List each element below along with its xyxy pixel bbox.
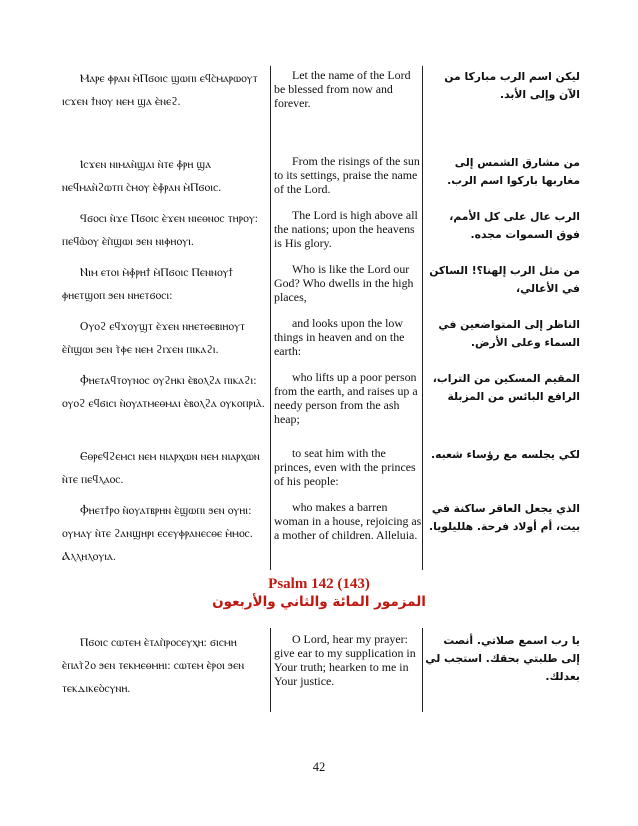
english-verse: who lifts up a poor person from the earth, and raises up a needy person from the ash heap; xyxy=(274,370,418,426)
arabic-verse: المقيم المسكين من التراب، الرافع البائس من المزبلة xyxy=(432,372,580,403)
arabic-verse: من مثل الرب إلهنا؟! الساكن في الأعالي، xyxy=(429,264,580,295)
english-verse: who makes a barren woman in a house, rejoicing as a mother of children. Alleluia. xyxy=(274,500,422,542)
english-verse: Let the name of the Lord be blessed from now and forever. xyxy=(274,68,411,110)
english-verse: Who is like the Lord our God? Who dwells in the high places, xyxy=(274,262,414,304)
english-verse: and looks upon the low things in heaven and on the earth: xyxy=(274,316,405,358)
english-verse: From the risings of the sun to its settings, praise the name of the Lord. xyxy=(274,154,420,196)
arabic-verse: من مشارق الشمس إلى مغاربها باركوا اسم الرب. xyxy=(447,156,580,187)
arabic-verse: الناظر إلى المتواضعين في السماء وعلى الأرض. xyxy=(438,318,580,349)
arabic-verse: الذي يجعل العاقر ساكنة في بيت، أم أولاد فرحة. هلليلويا. xyxy=(429,502,580,533)
column-divider xyxy=(270,66,271,570)
column-divider xyxy=(422,66,423,570)
arabic-verse: ليكن اسم الرب مباركا من الآن وإلى الأبد. xyxy=(444,70,580,101)
coptic-verse: Ⲫⲏⲉⲧϯⲣⲟ ⲛ̀ⲟⲩⲁⲧⲃⲣⲏⲛ ⲉ̀ϣⲱⲡⲓ ϧⲉⲛ ⲟⲩⲏⲓ: ⲟⲩⲙⲁⲩ ⲛ̀ⲧⲉ ϩⲁⲛϣⲏⲣⲓ ⲉⲥⲉⲩⲫⲣⲁⲛⲉⲥⲑⲉ ⲙ̀ⲙⲟⲥ. Ⲁⲗⲗⲏⲗⲟⲩⲓⲁ. xyxy=(62,505,253,563)
psalm-title: Psalm 142 (143) xyxy=(268,576,370,592)
coptic-verse: Ⲓⲥϫⲉⲛ ⲛⲓⲙⲁⲛ̀ϣⲁⲓ ⲛ̀ⲧⲉ ⲫ̀ⲣⲏ ϣⲁ ⲛⲉϥⲙⲁⲛ̀ϩⲱⲧⲡ ⲥ̀ⲙⲟⲩ ⲉ̀ⲫ̀ⲣⲁⲛ ⲙ̀Ⲡϭⲟⲓⲥ. xyxy=(62,159,222,194)
column-divider xyxy=(422,628,423,712)
psalm-arabic-title: المزمور المائة والثاني والأربعون xyxy=(212,594,426,610)
arabic-verse: لكي يجلسه مع رؤساء شعبه. xyxy=(430,448,580,461)
coptic-verse: Ⲫⲏⲉⲧⲁϥⲧⲟⲩⲛⲟⲥ ⲟⲩϩⲏⲕⲓ ⲉ̀ⲃⲟⲗϩⲁ ⲡⲓⲕⲁϩⲓ: ⲟⲩⲟϩ ⲉϥϭⲓⲥⲓ ⲛ̀ⲟⲩⲁⲧⲙⲉⲑⲙⲁⲓ ⲉ̀ⲃⲟⲗϩⲁ ⲟⲩⲕⲟⲡⲣⲓⲁ̀. xyxy=(62,375,265,410)
english-verse: to seat him with the princes, even with the princes of his people: xyxy=(274,446,416,488)
english-verse: O Lord, hear my prayer: give ear to my supplication in Your truth; hearken to me in Your justice. xyxy=(274,632,416,688)
coptic-verse: Ϥϭⲟⲥⲓ ⲛ̀ϫⲉ Ⲡϭⲟⲓⲥ ⲉ̀ϫⲉⲛ ⲛⲓⲉⲑⲛⲟⲥ ⲧⲏⲣⲟⲩ: ⲡⲉϥⲱ̀ⲟⲩ ⲉ̀ⲡ̀ϣⲱⲓ ϧⲉⲛ ⲛⲓⲫⲏⲟⲩⲓ. xyxy=(62,213,259,248)
arabic-verse: يا رب اسمع صلاتي. أنصت إلى طلبتي بحقك. استجب لي بعدلك. xyxy=(425,634,580,683)
coptic-verse: Ⲡϭⲟⲓⲥ ⲥⲱⲧⲉⲙ ⲉ̀ⲧⲁⲡ̀ⲣⲟⲥⲉⲩⲭⲏ: ϭⲓⲥⲙⲏ ⲉ̀ⲡⲁⲧ̀ϩⲟ ϧⲉⲛ ⲧⲉⲕⲙⲉⲑⲙⲏⲓ: ⲥⲱⲧⲉⲙ ⲉ̀ⲣⲟⲓ ϧⲉⲛ ⲧⲉⲕⲇⲓⲕⲉⲟ̀ⲥⲩⲛⲏ. xyxy=(62,637,245,695)
column-divider xyxy=(270,628,271,712)
coptic-verse: Ⲛⲓⲙ ⲉⲧⲟⲓ ⲙ̀ⲫ̀ⲣⲏϯ ⲙ̀Ⲡϭⲟⲓⲥ Ⲡⲉⲛⲛⲟⲩϯ ⲫⲏⲉⲧϣⲟⲡ ϧⲉⲛ ⲛⲏⲉⲧϭⲟⲥⲓ: xyxy=(62,267,234,302)
page-number: 42 xyxy=(312,760,326,774)
coptic-verse: Ⲟⲩⲟϩ ⲉϥϫⲟⲩϣⲧ ⲉ̀ϫⲉⲛ ⲛⲏⲉⲧⲑⲉⲃⲓⲏⲟⲩⲧ ⲉ̀ⲡ̀ϣⲱⲓ ϧⲉⲛ ⲧ̀ⲫⲉ ⲛⲉⲙ ϩⲓϫⲉⲛ ⲡⲓⲕⲁϩⲓ. xyxy=(62,321,246,356)
coptic-verse: Ⲙⲁⲣⲉ ⲫⲣⲁⲛ ⲙ̀Ⲡϭⲟⲓⲥ ϣⲱⲡⲓ ⲉϥⲥ̀ⲙⲁⲣⲱⲟⲩⲧ ⲓⲥϫⲉⲛ ϯⲛⲟⲩ ⲛⲉⲙ ϣⲁ ⲉ̀ⲛⲉϩ. xyxy=(62,73,258,108)
arabic-verse: الرب عال على كل الأمم، فوق السموات مجده. xyxy=(449,210,580,241)
coptic-verse: Ⲉⲑⲣⲉϥϩⲉⲙⲥⲓ ⲛⲉⲙ ⲛⲓⲁⲣⲭⲱⲛ ⲛⲉⲙ ⲛⲓⲁⲣⲭⲱⲛ ⲛ̀ⲧⲉ ⲡⲉϥⲗⲁⲟⲥ. xyxy=(62,451,260,486)
english-verse: The Lord is high above all the nations; upon the heavens is His glory. xyxy=(274,208,418,250)
